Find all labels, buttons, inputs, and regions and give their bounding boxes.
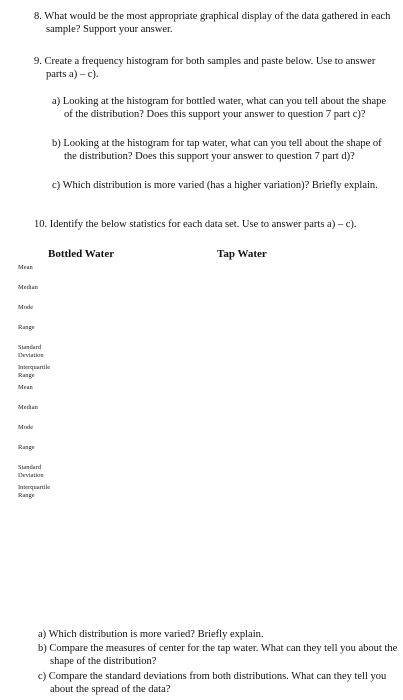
question-8: 8. What would be the most appropriate graphical display of the data gathered in each sample? Support your answer. — [34, 11, 391, 35]
header-bottled-water: Bottled Water — [48, 248, 115, 260]
question-9-part-c: c) Which distribution is more varied (has a higher variation)? Briefly explain. — [52, 180, 378, 191]
stat-tap-mode: Mode — [18, 424, 34, 431]
stat-bottled-median: Median — [18, 284, 38, 291]
stat-bottled-mode: Mode — [18, 304, 34, 311]
question-9-part-b: b) Looking at the histogram for tap water, what can you tell about the shape of the distribution? Does this support your answer to question 7 part d)? — [52, 138, 382, 162]
stat-tap-range: Range — [18, 444, 35, 451]
question-9-part-a: a) Looking at the histogram for bottled water, what can you tell about the shape of the distribution? Does this support your answer to question 7 part c)? — [52, 96, 387, 120]
header-tap-water: Tap Water — [217, 248, 267, 260]
stat-tap-interquartile-range: Interquartile Range — [18, 484, 51, 499]
stat-bottled-mean: Mean — [18, 264, 33, 271]
stat-bottled-standard-deviation: Standard Deviation — [18, 344, 44, 359]
stat-bottled-interquartile-range: Interquartile Range — [18, 364, 51, 379]
stat-bottled-range: Range — [18, 324, 35, 331]
stat-tap-mean: Mean — [18, 384, 33, 391]
stat-tap-standard-deviation: Standard Deviation — [18, 464, 44, 479]
question-10-part-c: c) Compare the standard deviations from both distributions. What can they tell you about the spread of the data? — [38, 671, 387, 695]
question-10-part-b: b) Compare the measures of center for the tap water. What can they tell you about the shape of the distribution? — [38, 643, 398, 667]
question-10: 10. Identify the below statistics for each data set. Use to answer parts a) – c). — [34, 219, 357, 230]
question-10-part-a: a) Which distribution is more varied? Briefly explain. — [38, 629, 264, 640]
stat-tap-median: Median — [18, 404, 38, 411]
question-9: 9. Create a frequency histogram for both samples and paste below. Use to answer parts a) – c). — [34, 56, 376, 80]
